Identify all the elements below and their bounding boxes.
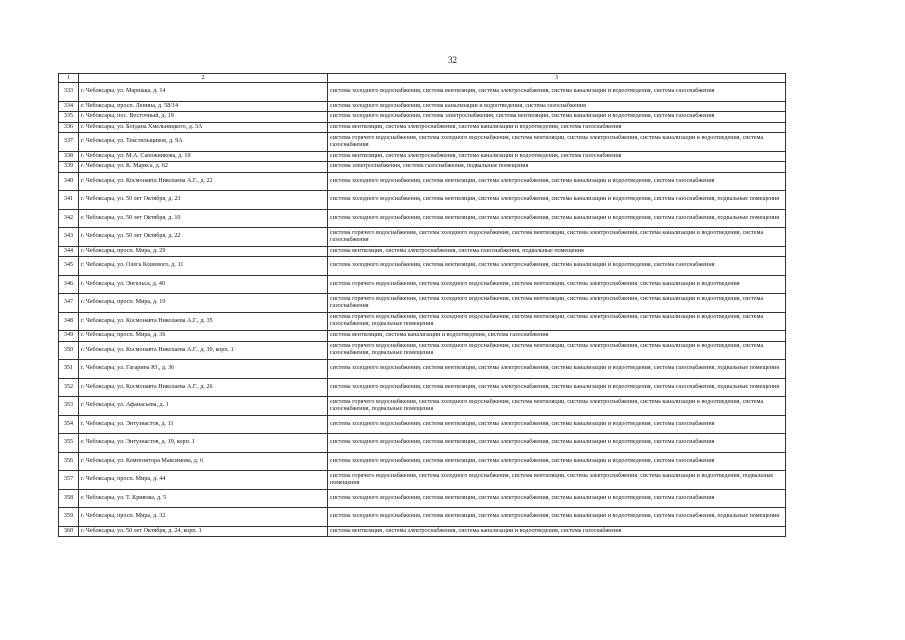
row-systems: система холодного водоснабжения, система вентиляции, система электроснабжения, система канализации и водоотведения, система газоснабжения <box>328 83 786 102</box>
row-number: 348 <box>59 312 79 331</box>
row-number: 343 <box>59 228 79 247</box>
row-number: 350 <box>59 341 79 360</box>
row-systems: система вентиляции, система канализации и водоотведения, система газоснабжения <box>328 331 786 342</box>
table-row <box>59 415 786 434</box>
table-row <box>59 257 786 276</box>
row-number: 337 <box>59 133 79 152</box>
row-address: г. Чебоксары, ул. 50 лет Октября, д. 24, корп. 1 <box>79 526 328 537</box>
table-row <box>59 228 786 247</box>
row-systems: система вентиляции, система электроснабжения, система канализации и водоотведения, система газоснабжения <box>328 151 786 162</box>
row-address: г. Чебоксары, просп. Мира, д. 44 <box>79 471 328 490</box>
row-address: г. Чебоксары, ул. Энгельса, д. 40 <box>79 275 328 294</box>
row-number: 355 <box>59 434 79 453</box>
row-number: 341 <box>59 191 79 210</box>
row-systems: система холодного водоснабжения, система канализации и водоотведения, система газоснабжения <box>328 101 786 112</box>
table-row <box>59 341 786 360</box>
row-number: 353 <box>59 397 79 416</box>
table-row <box>59 526 786 537</box>
row-systems: система холодного водоснабжения, система вентиляции, система электроснабжения, система канализации и водоотведения, система газоснабжения <box>328 257 786 276</box>
table-row <box>59 471 786 490</box>
table-row <box>59 397 786 416</box>
row-address: г. Чебоксары, ул. Композитора Максимова, д. 6 <box>79 452 328 471</box>
table-row <box>59 209 786 228</box>
table-row <box>59 101 786 112</box>
row-systems: система холодного водоснабжения, система вентиляции, система электроснабжения, система канализации и водоотведения, система газоснабжения, подвальные помещения <box>328 360 786 379</box>
table-row <box>59 246 786 257</box>
inspection-objects-table <box>58 73 786 537</box>
row-address: г. Чебоксары, ул. Энтузиастов, д. 19, корп. 1 <box>79 434 328 453</box>
row-number: 351 <box>59 360 79 379</box>
row-number: 360 <box>59 526 79 537</box>
row-number: 354 <box>59 415 79 434</box>
row-address: г. Чебоксары, ул. Текстильщиков, д. 9А <box>79 133 328 152</box>
row-number: 349 <box>59 331 79 342</box>
row-number: 345 <box>59 257 79 276</box>
row-address: г. Чебоксары, ул. Космонавта Николаева А.Г., д. 30, корп. 1 <box>79 341 328 360</box>
row-systems: система холодного водоснабжения, система вентиляции, система электроснабжения, система канализации и водоотведения, система газоснабжения, подвальные помещения <box>328 378 786 397</box>
row-systems: система холодного водоснабжения, система вентиляции, система электроснабжения, система канализации и водоотведения, система газоснабжения <box>328 489 786 508</box>
table-row <box>59 312 786 331</box>
table-row <box>59 378 786 397</box>
row-systems: система холодного водоснабжения, система вентиляции, система электроснабжения, система канализации и водоотведения, система газоснабжения <box>328 434 786 453</box>
row-address: г. Чебоксары, ул. М.А. Сапожникова, д. 19 <box>79 151 328 162</box>
row-address: г. Чебоксары, ул. 50 лет Октября, д. 10 <box>79 209 328 228</box>
row-systems: система холодного водоснабжения, система электроснабжения, система вентиляции, система канализации и водоотведения, система газоснабжения <box>328 112 786 123</box>
row-systems: система вентиляции, система электроснабжения, система канализации и водоотведения, система газоснабжения <box>328 122 786 133</box>
row-address: г. Чебоксары, просп. Мира, д. 29 <box>79 246 328 257</box>
table-row <box>59 452 786 471</box>
row-address: г. Чебоксары, ул. Олега Кошевого, д. 11 <box>79 257 328 276</box>
row-number: 344 <box>59 246 79 257</box>
row-number: 359 <box>59 508 79 527</box>
row-systems: система холодного водоснабжения, система вентиляции, система электроснабжения, система канализации и водоотведения, система газоснабжения, подвальные помещения <box>328 209 786 228</box>
row-number: 342 <box>59 209 79 228</box>
row-number: 335 <box>59 112 79 123</box>
row-systems: система горячего водоснабжения, система холодного водоснабжения, система вентиляции, система электроснабжения, система канализации и водоотведения, подвальные помещения <box>328 471 786 490</box>
row-systems: система горячего водоснабжения, система холодного водоснабжения, система вентиляции, система электроснабжения, система канализации и водоотведения, система газоснабжения <box>328 228 786 247</box>
table-row <box>59 133 786 152</box>
table-row <box>59 122 786 133</box>
row-systems: система горячего водоснабжения, система холодного водоснабжения, система вентиляции, система электроснабжения, система канализации и водоотведения, система газоснабжения, подвальные помещения <box>328 312 786 331</box>
row-systems: система холодного водоснабжения, система вентиляции, система электроснабжения, система канализации и водоотведения, система газоснабжения <box>328 172 786 191</box>
row-address: г. Чебоксары, ул. 50 лет Октября, д. 23 <box>79 191 328 210</box>
row-systems: система горячего водоснабжения, система холодного водоснабжения, система вентиляции, система электроснабжения, система канализации и водоотведения <box>328 275 786 294</box>
table-row <box>59 489 786 508</box>
row-systems: система холодного водоснабжения, система вентиляции, система электроснабжения, система канализации и водоотведения, система газоснабжения <box>328 415 786 434</box>
row-number: 352 <box>59 378 79 397</box>
table-header-row <box>59 74 786 83</box>
table-row <box>59 275 786 294</box>
row-number: 340 <box>59 172 79 191</box>
row-systems: система холодного водоснабжения, система вентиляции, система электроснабжения, система канализации и водоотведения, система газоснабжения, подвальные помещения <box>328 508 786 527</box>
row-number: 338 <box>59 151 79 162</box>
table-row <box>59 508 786 527</box>
row-address: г. Чебоксары, ул. Энтузиастов, д. 11 <box>79 415 328 434</box>
page-number: 32 <box>448 55 457 65</box>
row-number: 336 <box>59 122 79 133</box>
table-row <box>59 151 786 162</box>
row-address: г. Чебоксары, просп. Мира, д. 36 <box>79 331 328 342</box>
table-row <box>59 191 786 210</box>
row-address: г. Чебоксары, ул. К. Маркса, д. 62 <box>79 162 328 173</box>
row-address: г. Чебоксары, ул. Богдана Хмельницкого, д. 3А <box>79 122 328 133</box>
row-address: г. Чебоксары, ул. Маршака, д. 14 <box>79 83 328 102</box>
column-header-number: 1 <box>59 74 79 83</box>
row-address: г. Чебоксары, ул. Космонавта Николаева А.Г., д. 22 <box>79 172 328 191</box>
row-address: г. Чебоксары, ул. Космонавта Николаева А.Г., д. 26 <box>79 378 328 397</box>
row-address: г. Чебоксары, просп. Мира, д. 10 <box>79 294 328 313</box>
row-systems: система вентиляции, система электроснабжения, система газоснабжения, подвальные помещения <box>328 246 786 257</box>
row-address: г. Чебоксары, ул. Афанасьева, д. 1 <box>79 397 328 416</box>
row-number: 334 <box>59 101 79 112</box>
column-header-systems: 3 <box>328 74 786 83</box>
row-number: 347 <box>59 294 79 313</box>
row-systems: система холодного водоснабжения, система вентиляции, система электроснабжения, система канализации и водоотведения, система газоснабжения, подвальные помещения <box>328 191 786 210</box>
table-row <box>59 162 786 173</box>
row-systems: система горячего водоснабжения, система холодного водоснабжения, система вентиляции, система электроснабжения, система канализации и водоотведения, система газоснабжения, подвальные помещения <box>328 341 786 360</box>
row-address: г. Чебоксары, просп. Ленина, д. 58/14 <box>79 101 328 112</box>
row-number: 358 <box>59 489 79 508</box>
table-row <box>59 172 786 191</box>
table-row <box>59 294 786 313</box>
row-number: 333 <box>59 83 79 102</box>
column-header-address: 2 <box>79 74 328 83</box>
row-systems: система горячего водоснабжения, система холодного водоснабжения, система вентиляции, система электроснабжения, система канализации и водоотведения, система газоснабжения, подвальные помещения <box>328 397 786 416</box>
row-number: 339 <box>59 162 79 173</box>
row-address: г. Чебоксары, пос. Восточный, д. 19 <box>79 112 328 123</box>
row-address: г. Чебоксары, ул. 50 лет Октября, д. 22 <box>79 228 328 247</box>
table-row <box>59 83 786 102</box>
row-systems: система электроснабжения, система газоснабжения, подвальные помещения <box>328 162 786 173</box>
row-systems: система холодного водоснабжения, система вентиляции, система электроснабжения, система канализации и водоотведения, система газоснабжения <box>328 452 786 471</box>
row-systems: система горячего водоснабжения, система холодного водоснабжения, система вентиляции, система электроснабжения, система канализации и водоотведения, система газоснабжения <box>328 294 786 313</box>
table-row <box>59 434 786 453</box>
table-row <box>59 112 786 123</box>
row-systems: система горячего водоснабжения, система холодного водоснабжения, система вентиляции, система электроснабжения, система канализации и водоотведения, система газоснабжения <box>328 133 786 152</box>
row-address: г. Чебоксары, ул. Гагарина Ю., д. 36 <box>79 360 328 379</box>
row-address: г. Чебоксары, ул. Т. Кривова, д. 5 <box>79 489 328 508</box>
table-row <box>59 331 786 342</box>
row-address: г. Чебоксары, ул. Космонавта Николаева А.Г., д. 35 <box>79 312 328 331</box>
row-address: г. Чебоксары, просп. Мира, д. 32 <box>79 508 328 527</box>
table-row <box>59 360 786 379</box>
row-systems: система вентиляции, система электроснабжения, система канализации и водоотведения, система газоснабжения <box>328 526 786 537</box>
row-number: 346 <box>59 275 79 294</box>
row-number: 357 <box>59 471 79 490</box>
row-number: 356 <box>59 452 79 471</box>
